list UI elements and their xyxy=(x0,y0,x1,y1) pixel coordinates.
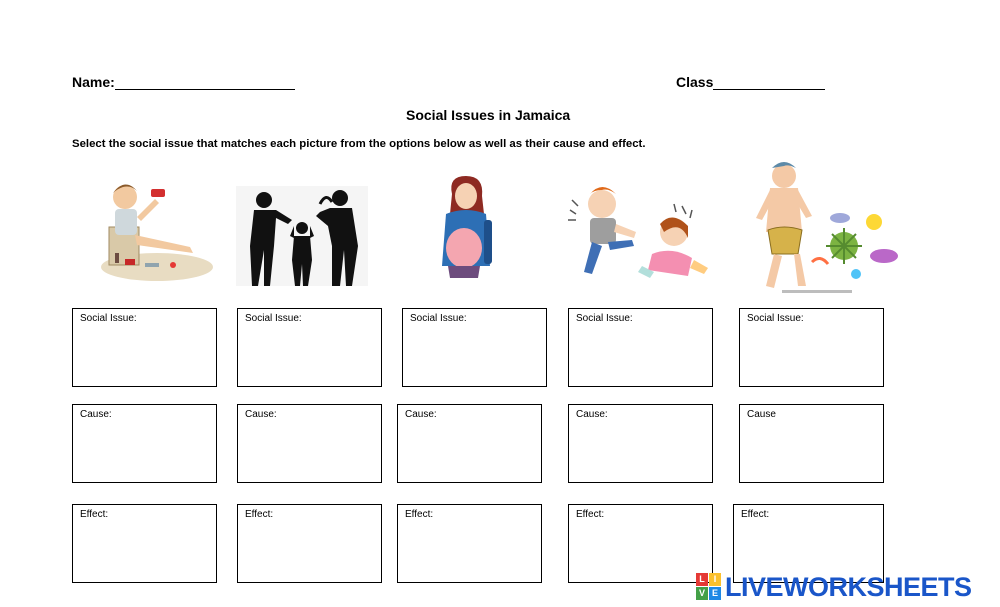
social-issue-label: Social Issue: xyxy=(576,313,633,324)
cause-label: Cause: xyxy=(245,409,277,420)
social-issue-box-1[interactable] xyxy=(72,308,217,387)
cause-label: Cause: xyxy=(405,409,437,420)
live-badge-icon xyxy=(696,573,722,601)
class-field[interactable] xyxy=(676,74,825,90)
social-issue-box-3[interactable] xyxy=(402,308,547,387)
effect-label: Effect: xyxy=(405,509,434,520)
name-field[interactable] xyxy=(72,74,295,90)
effect-box-3[interactable] xyxy=(397,504,542,583)
effect-box-1[interactable] xyxy=(72,504,217,583)
teenage-pregnancy-illustration xyxy=(438,174,494,278)
disease-germs-illustration xyxy=(748,158,906,294)
badge-letter: V xyxy=(696,587,708,600)
cause-box-3[interactable] xyxy=(397,404,542,483)
cause-label: Cause xyxy=(747,409,776,420)
name-label: Name: xyxy=(72,74,115,90)
social-issue-label: Social Issue: xyxy=(245,313,302,324)
cause-label: Cause: xyxy=(80,409,112,420)
badge-letter: L xyxy=(696,573,708,586)
effect-label: Effect: xyxy=(245,509,274,520)
effect-box-2[interactable] xyxy=(237,504,382,583)
bullying-illustration xyxy=(562,180,710,288)
worksheet-title: Social Issues in Jamaica xyxy=(406,107,571,123)
social-issue-box-5[interactable] xyxy=(739,308,884,387)
class-blank-line[interactable] xyxy=(713,75,825,90)
effect-box-4[interactable] xyxy=(568,504,713,583)
cause-box-4[interactable] xyxy=(568,404,713,483)
brand-name: LIVEWORKSHEETS xyxy=(725,571,972,602)
child-abuse-silhouette xyxy=(236,186,368,286)
cause-box-2[interactable] xyxy=(237,404,382,483)
social-issue-box-4[interactable] xyxy=(568,308,713,387)
social-issue-label: Social Issue: xyxy=(80,313,137,324)
social-issue-box-2[interactable] xyxy=(237,308,382,387)
cause-label: Cause: xyxy=(576,409,608,420)
cause-box-5[interactable] xyxy=(739,404,884,483)
social-issue-label: Social Issue: xyxy=(747,313,804,324)
badge-letter: I xyxy=(709,573,721,586)
drug-abuse-illustration xyxy=(95,175,215,285)
effect-label: Effect: xyxy=(741,509,770,520)
effect-label: Effect: xyxy=(576,509,605,520)
class-label: Class xyxy=(676,74,714,90)
badge-letter: E xyxy=(709,587,721,600)
cause-box-1[interactable] xyxy=(72,404,217,483)
liveworksheets-logo xyxy=(696,570,972,604)
effect-label: Effect: xyxy=(80,509,109,520)
name-blank-line[interactable] xyxy=(115,75,295,90)
instructions: Select the social issue that matches each picture from the options below as well as their cause and effect. xyxy=(72,138,646,150)
social-issue-label: Social Issue: xyxy=(410,313,467,324)
